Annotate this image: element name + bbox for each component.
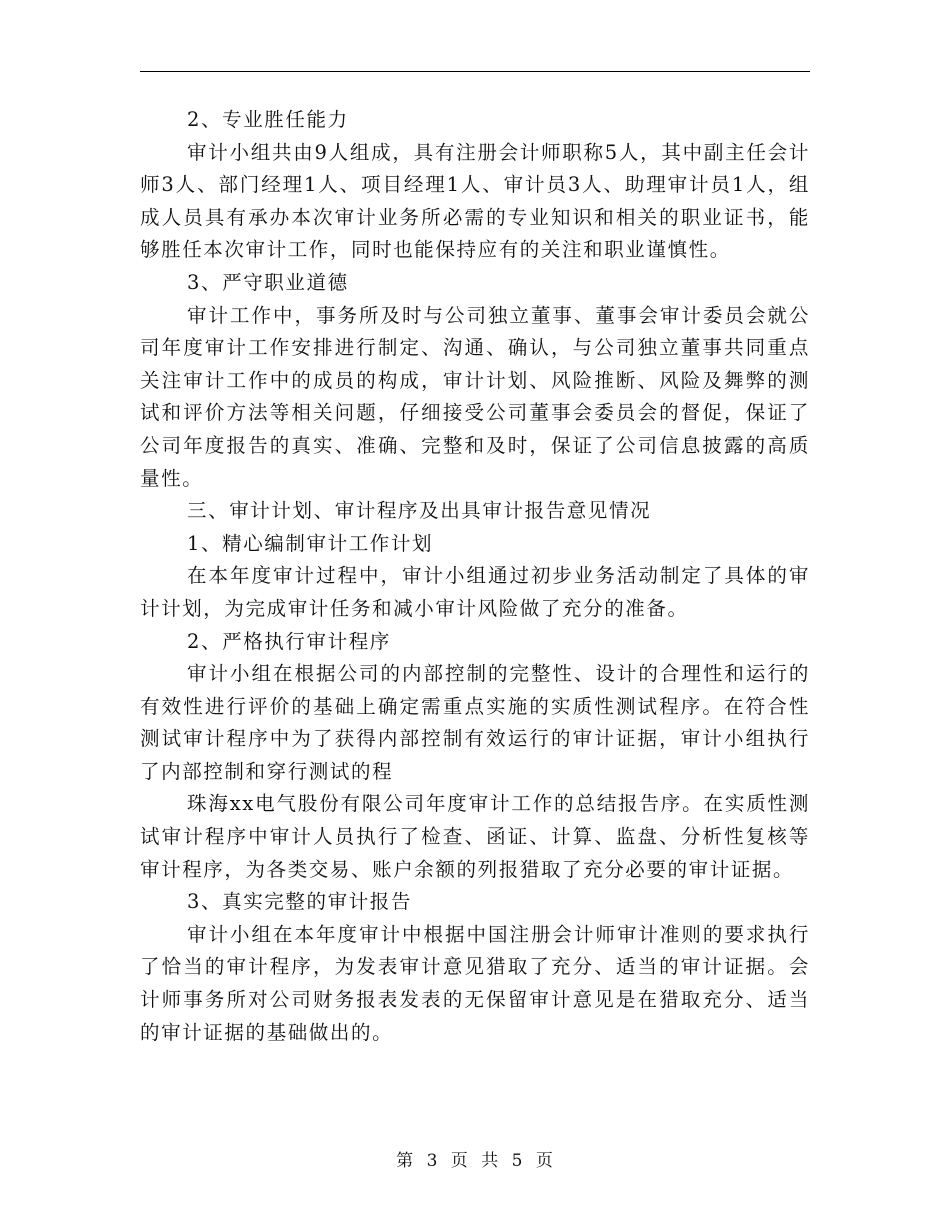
paragraph-procedure-continued: 珠海xx电气股份有限公司年度审计工作的总结报告序。在实质性测试审计程序中审计人员执行了检查、函证、计算、监盘、分析性复核等审计程序，为各类交易、账户余额的列报猎取了充分必要的审计证据。 <box>140 792 810 881</box>
header-rule <box>140 71 810 72</box>
subheading-plan: 1、精心编制审计工作计划 <box>187 531 434 555</box>
paragraph-plan: 在本年度审计过程中，审计小组通过初步业务活动制定了具体的审计计划，为完成审计任务和减小审计风险做了充分的准备。 <box>140 564 810 620</box>
subheading-report: 3、真实完整的审计报告 <box>187 890 413 914</box>
page-number: 第 3 页 共 5 页 <box>396 1151 554 1171</box>
section-heading-competence: 2、专业胜任能力 <box>187 108 349 131</box>
paragraph-procedure: 审计小组在根据公司的内部控制的完整性、设计的合理性和运行的有效性进行评价的基础上确定需重点实施的实质性测试程序。在符合性测试审计程序中为了获得内部控制有效运行的审计证据，审计小组执行了内部控制和穿行测试的程 <box>140 662 810 783</box>
paragraph-ethics: 审计工作中，事务所及时与公司独立董事、董事会审计委员会就公司年度审计工作安排进行制定、沟通、确认，与公司独立董事共同重点关注审计工作中的成员的构成，审计计划、风险推断、风险及舞弊的测试和评价方法等相关问题，仔细接受公司董事会委员会的督促，保证了公司年度报告的真实、准确、完整和及时，保证了公司信息披露的高质量性。 <box>140 303 810 490</box>
section-heading-ethics: 3、严守职业道德 <box>187 270 349 294</box>
subheading-procedure: 2、严格执行审计程序 <box>187 629 391 653</box>
paragraph-report: 审计小组在本年度审计中根据中国注册会计师审计准则的要求执行了恰当的审计程序，为发表审计意见猎取了充分、适当的审计证据。会计师事务所对公司财务报表发表的无保留审计意见是在猎取充分、适当的审计证据的基础做出的。 <box>140 922 810 1044</box>
section-heading-audit-plan: 三、审计计划、审计程序及出具审计报告意见情况 <box>187 499 652 523</box>
document-body <box>140 104 810 1049</box>
paragraph-competence: 审计小组共由9人组成，具有注册会计师职称5人，其中副主任会计师3人、部门经理1人、项目经理1人、审计员3人、助理审计员1人，组成人员具有承办本次审计业务所必需的专业知识和相关的职业证书，能够胜任本次审计工作，同时也能保持应有的关注和职业谨慎性。 <box>140 140 810 262</box>
